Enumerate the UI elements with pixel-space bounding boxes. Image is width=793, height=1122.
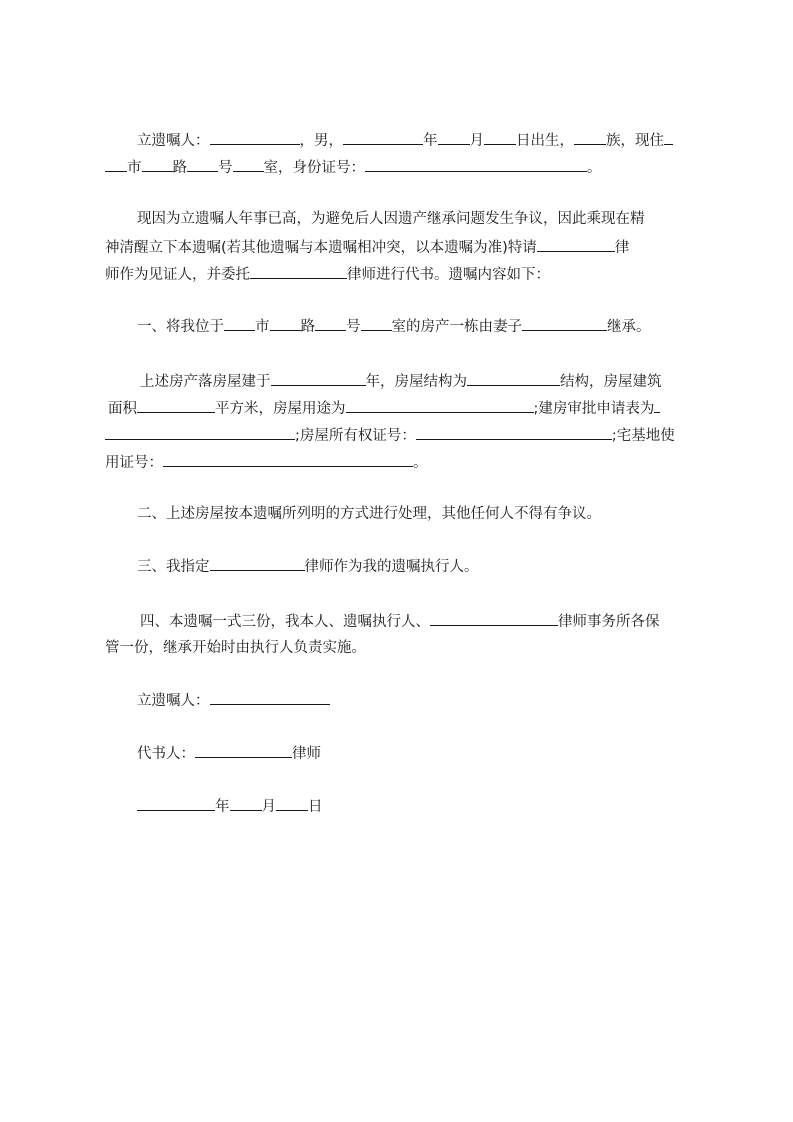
agent-lawyer-blank[interactable] — [250, 264, 347, 279]
testator-signature-blank[interactable] — [210, 690, 330, 705]
item-3 — [137, 556, 479, 577]
build-year-blank[interactable] — [271, 371, 366, 386]
preamble-line-2 — [105, 237, 629, 258]
number-blank[interactable] — [187, 157, 218, 172]
text: 律师 — [292, 746, 321, 762]
text: 立遗嘱人： — [137, 133, 210, 149]
text: 室的房产一栋由妻子 — [391, 319, 522, 335]
ethnicity-blank[interactable] — [574, 130, 606, 145]
testator-intro-line-1 — [137, 130, 673, 151]
room-blank[interactable] — [233, 157, 264, 172]
text: 平方米，房屋用途为 — [215, 401, 346, 417]
birth-year-blank[interactable] — [343, 130, 423, 145]
text: 继承。 — [607, 319, 651, 335]
property-line-3 — [105, 425, 675, 446]
text: 日出生， — [516, 133, 574, 149]
wife-name-blank[interactable] — [522, 316, 607, 331]
structure-blank[interactable] — [467, 371, 560, 386]
text: 年 — [215, 799, 230, 815]
land-use-cert-blank[interactable] — [163, 452, 413, 467]
text: ;建房审批申请表为 — [533, 401, 655, 417]
text: 。 — [587, 160, 602, 176]
text: 年 — [423, 133, 438, 149]
birth-day-blank[interactable] — [484, 130, 516, 145]
property-line-4 — [105, 452, 428, 473]
text: 年，房屋结构为 — [365, 374, 467, 390]
ownership-cert-blank[interactable] — [416, 425, 612, 440]
text: 代书人： — [137, 746, 195, 762]
text: 结构，房屋建筑 — [560, 374, 662, 390]
city-blank[interactable] — [105, 157, 127, 172]
road-blank[interactable] — [142, 157, 173, 172]
text: 。 — [413, 455, 428, 471]
text: 立遗嘱人： — [137, 693, 210, 709]
property-number-blank[interactable] — [315, 316, 346, 331]
text: 四、本遗嘱一式三份，我本人、遗嘱执行人、 — [140, 614, 430, 630]
text: 上述房产落房屋建于 — [140, 374, 271, 390]
text: 神清醒立下本遗嘱(若其他遗嘱与本遗嘱相冲突，以本遗嘱为准)特请 — [105, 240, 537, 256]
text: ;房屋所有权证号： — [295, 428, 416, 444]
text: 面积 — [108, 401, 137, 417]
executor-lawyer-blank[interactable] — [210, 556, 305, 571]
text: 路 — [172, 160, 187, 176]
text: 律师作为我的遗嘱执行人。 — [304, 559, 479, 575]
text: 市 — [255, 319, 270, 335]
witness-lawyer-blank[interactable] — [537, 237, 615, 252]
text: 日 — [308, 799, 323, 815]
name-blank[interactable] — [210, 130, 300, 145]
item-4-line-2: 管一份，继承开始时由执行人负责实施。 — [105, 640, 366, 656]
text: 一、将我位于 — [137, 319, 224, 335]
property-city-blank[interactable] — [224, 316, 255, 331]
property-line-1 — [140, 371, 662, 392]
text: 律师进行代书。遗嘱内容如下： — [347, 267, 550, 283]
usage-blank[interactable] — [346, 398, 534, 413]
approval-form-blank-cont[interactable] — [105, 425, 295, 440]
text: 月 — [469, 133, 484, 149]
text: 族，现住 — [606, 133, 664, 149]
text: 路 — [300, 319, 315, 335]
text: 月 — [261, 799, 276, 815]
item-2: 二、上述房屋按本遗嘱所列明的方式进行处理，其他任何人不得有争议。 — [137, 506, 601, 522]
preamble-line-1: 现因为立遗嘱人年事已高，为避免后人因遗产继承问题发生争议，因此乘现在精 — [137, 211, 645, 227]
text: 律 — [614, 240, 630, 256]
agent-signature — [137, 743, 321, 764]
text: ，男， — [299, 133, 343, 149]
testator-signature — [137, 690, 330, 711]
testator-intro-line-2 — [105, 157, 602, 178]
address-blank[interactable] — [664, 130, 673, 145]
preamble-line-3 — [105, 264, 550, 285]
text: 用证号： — [105, 455, 163, 471]
sign-month-blank[interactable] — [230, 796, 262, 811]
sign-day-blank[interactable] — [276, 796, 308, 811]
property-line-2 — [108, 398, 660, 419]
property-room-blank[interactable] — [361, 316, 392, 331]
text: 号 — [346, 319, 361, 335]
birth-month-blank[interactable] — [438, 130, 470, 145]
item-1 — [137, 316, 651, 337]
item-4-line-1 — [140, 611, 660, 632]
approval-form-blank[interactable] — [654, 398, 660, 413]
text: 律师事务所各保 — [558, 614, 660, 630]
area-blank[interactable] — [137, 398, 215, 413]
id-number-blank[interactable] — [365, 157, 587, 172]
text: 市 — [127, 160, 142, 176]
signing-date — [137, 796, 323, 817]
sign-year-blank[interactable] — [137, 796, 215, 811]
text: 号 — [218, 160, 233, 176]
text: 室，身份证号： — [263, 160, 365, 176]
property-road-blank[interactable] — [270, 316, 301, 331]
law-firm-blank[interactable] — [430, 611, 558, 626]
text: ;宅基地使 — [611, 428, 675, 444]
agent-signature-blank[interactable] — [195, 743, 292, 758]
text: 三、我指定 — [137, 559, 210, 575]
text: 师作为见证人，并委托 — [105, 267, 250, 283]
